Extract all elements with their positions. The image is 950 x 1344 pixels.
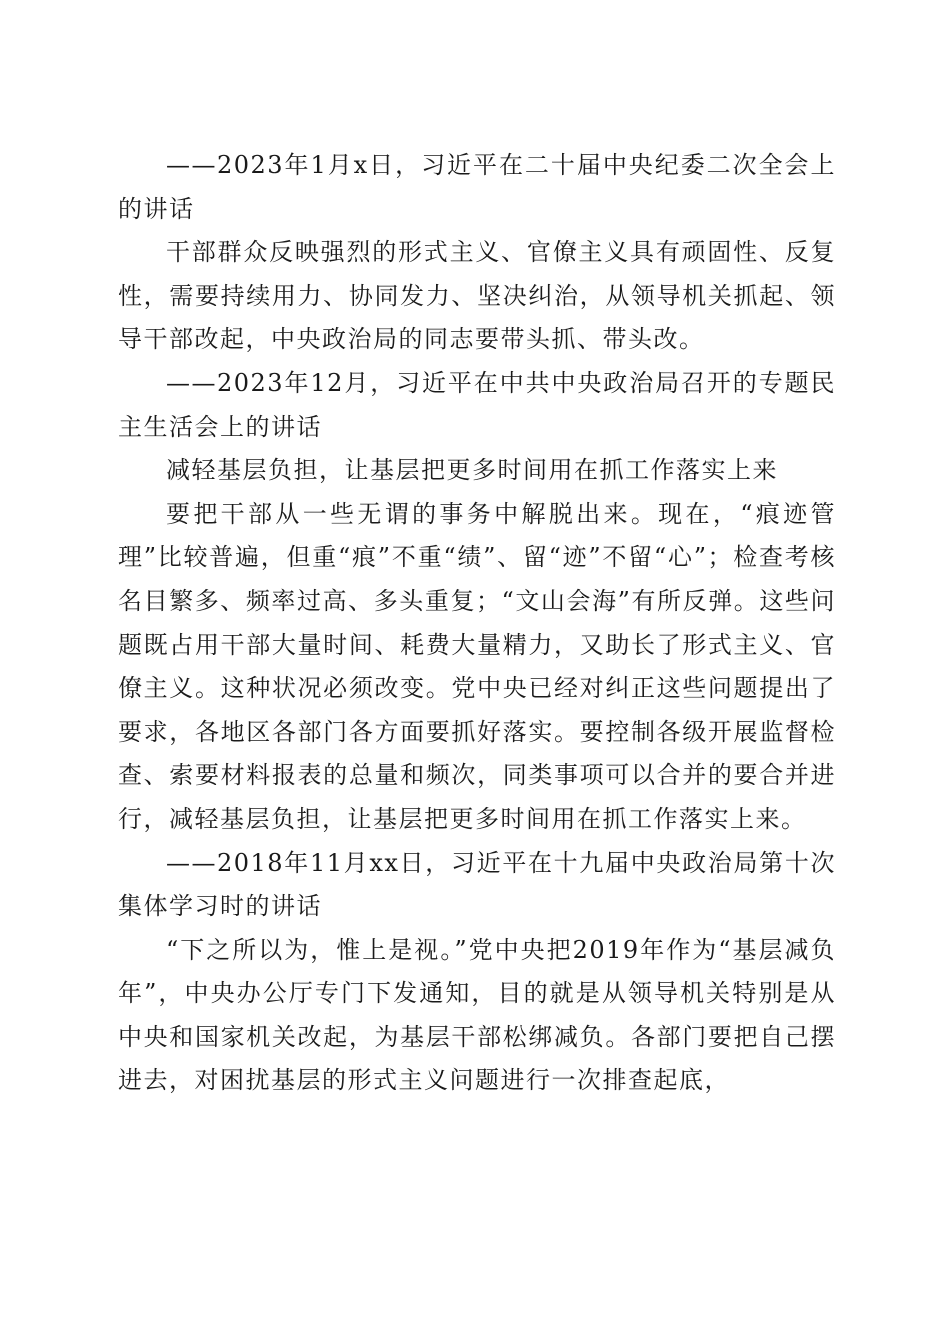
- quote-source-2: ——2023年12月，习近平在中共中央政治局召开的专题民主生活会上的讲话: [118, 368, 836, 441]
- quote-source-1: ——2023年1月x日，习近平在二十届中央纪委二次全会上的讲话: [118, 151, 836, 223]
- body-paragraph-1: 干部群众反映强烈的形式主义、官僚主义具有顽固性、反复性，需要持续用力、协同发力、坚决纠治，从领导机关抓起、领导干部改起，中央政治局的同志要带头抓、带头改。: [118, 238, 836, 354]
- document-body: [118, 144, 836, 1103]
- body-paragraph-3: “下之所以为，惟上是视。”党中央把2019年作为“基层减负年”，中央办公厅专门下发通知，目的就是从领导机关特别是从中央和国家机关改起，为基层干部松绑减负。各部门要把自己摆进去，对困扰基层的形式主义问题进行一次排查起底，: [118, 935, 836, 1095]
- section-heading: 减轻基层负担，让基层把更多时间用在抓工作落实上来: [166, 456, 778, 485]
- quote-source-3: ——2018年11月xx日，习近平在十九届中央政治局第十次集体学习时的讲话: [118, 848, 836, 921]
- body-paragraph-2: 要把干部从一些无谓的事务中解脱出来。现在，“痕迹管理”比较普遍，但重“痕”不重“绩”、留“迹”不留“心”；检查考核名目繁多、频率过高、多头重复；“文山会海”有所反弹。这些问题既占用干部大量时间、耗费大量精力，又助长了形式主义、官僚主义。这种状况必须改变。党中央已经对纠正这些问题提出了要求，各地区各部门各方面要抓好落实。要控制各级开展监督检查、索要材料报表的总量和频次，同类事项可以合并的要合并进行，减轻基层负担，让基层把更多时间用在抓工作落实上来。: [118, 499, 836, 833]
